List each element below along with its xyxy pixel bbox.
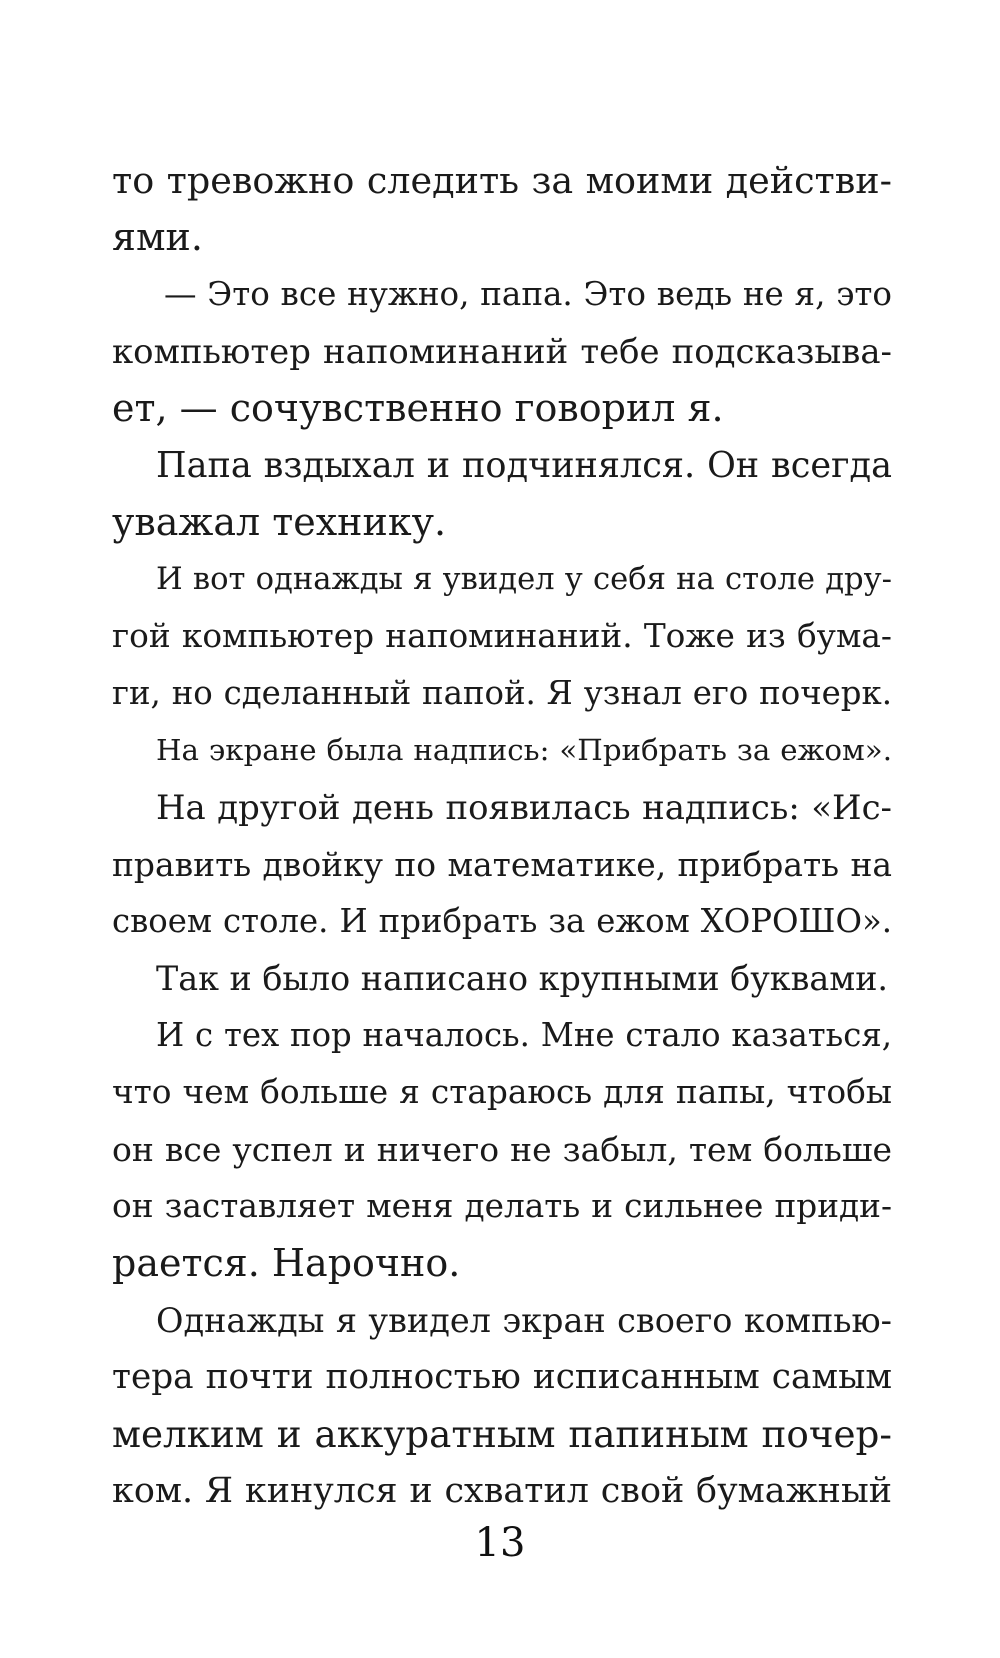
text-line-15: Так и было написано крупными буквами. — [156, 959, 888, 998]
text-line-4: компьютер напоминаний тебе подсказыва- — [112, 332, 892, 371]
text-line-20: рается. Нарочно. — [112, 1241, 461, 1285]
text-line-24: ком. Я кинулся и схватил свой бумажный — [112, 1471, 892, 1511]
body-text — [112, 152, 892, 1520]
text-line-9: гой компьютер напоминаний. Тоже из бума- — [112, 617, 892, 655]
text-line-6: Папа вздыхал и подчинялся. Он всегда — [156, 445, 892, 486]
text-line-8: И вот однажды я увидел у себя на столе дру- — [156, 562, 892, 597]
text-line-18: он все успел и ничего не забыл, тем больше — [112, 1130, 892, 1169]
page-number: 13 — [474, 1520, 526, 1566]
text-line-17: что чем больше я стараюсь для папы, чтобы — [112, 1073, 892, 1111]
text-line-19: он заставляет меня делать и сильнее приди- — [112, 1187, 892, 1225]
text-line-13: править двойку по математике, прибрать на — [112, 845, 892, 884]
text-line-14: своем столе. И прибрать за ежом ХОРОШО». — [112, 902, 892, 940]
text-line-2: ями. — [112, 215, 203, 259]
text-line-10: ги, но сделанный папой. Я узнал его почерк. — [112, 674, 892, 712]
text-line-11: На экране была надпись: «Прибрать за ежом». — [156, 733, 892, 767]
text-line-5: ет, — сочувственно говорил я. — [112, 386, 724, 430]
text-line-23: мелким и аккуратным папиным почер- — [112, 1412, 892, 1456]
text-line-21: Однажды я увидел экран своего компью- — [156, 1301, 892, 1340]
text-line-22: тера почти полностью исписанным самым — [112, 1357, 892, 1397]
text-line-1: то тревожно следить за моими действи- — [112, 159, 892, 202]
text-line-3: — Это все нужно, папа. Это ведь не я, это — [164, 275, 892, 313]
text-line-12: На другой день появилась надпись: «Ис- — [156, 788, 892, 827]
text-line-7: уважал технику. — [112, 500, 447, 544]
text-line-16: И с тех пор началось. Мне стало казаться, — [156, 1016, 892, 1054]
